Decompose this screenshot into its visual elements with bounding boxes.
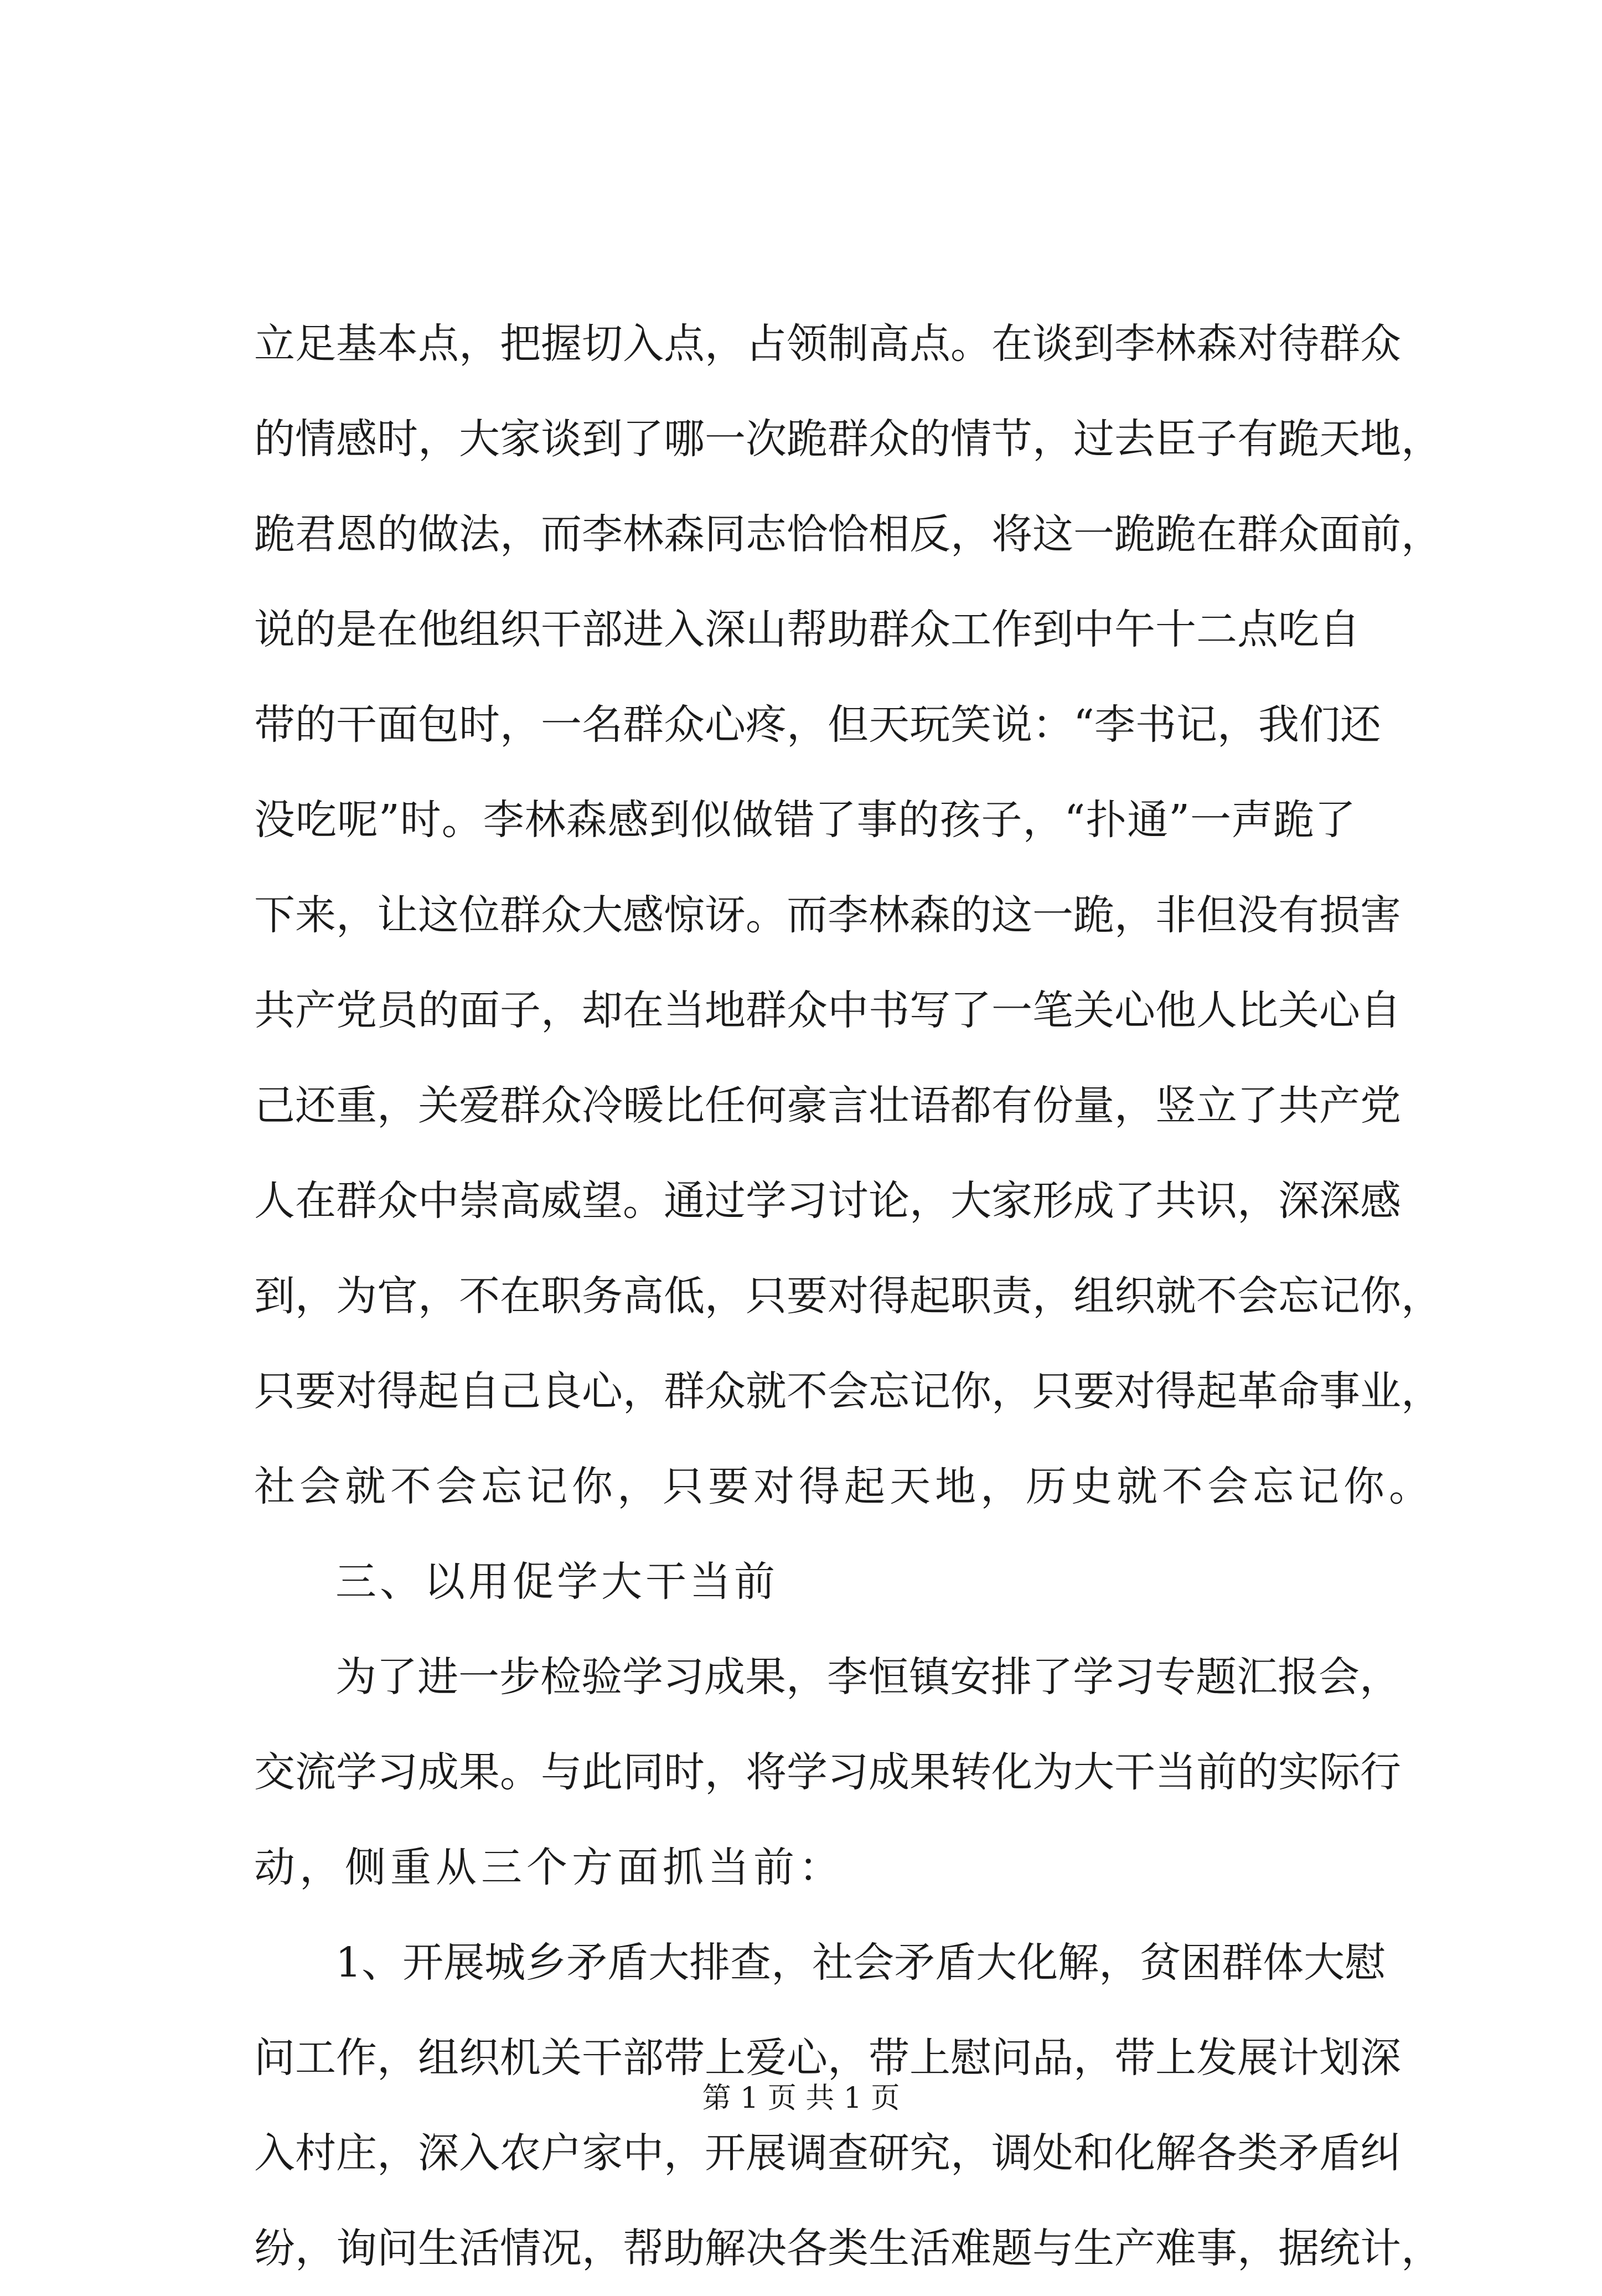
text-line: 没吃呢”时。李林森感到似做错了事的孩子，“扑通”一声跪了: [254, 796, 1356, 844]
text-line: 说的是在他组织干部进入深山帮助群众工作到中午十二点吃自: [254, 606, 1360, 653]
text-line: 入村庄，深入农户家中，开展调查研究，调处和化解各类矛盾纠: [254, 2129, 1401, 2177]
text-line: 己还重，关爱群众冷暖比任何豪言壮语都有份量，竖立了共产党: [254, 1082, 1401, 1129]
text-line: 只要对得起自己良心，群众就不会忘记你，只要对得起革命事业，: [254, 1368, 1442, 1415]
text-line: 动，侧重从三个方面抓当前：: [254, 1844, 844, 1891]
text-line: 到，为官，不在职务高低，只要对得起职责，组织就不会忘记你，: [254, 1272, 1442, 1320]
document-body: [254, 296, 1442, 2296]
text-line: 下来，让这位群众大感惊讶。而李林森的这一跪，非但没有损害: [254, 891, 1401, 939]
text-line: 的情感时，大家谈到了哪一次跪群众的情节，过去臣子有跪天地，: [254, 415, 1442, 463]
text-line: 带的干面包时，一名群众心疼，但天玩笑说：“李书记，我们还: [254, 701, 1381, 749]
text-line: 人在群众中崇高威望。通过学习讨论，大家形成了共识，深深感: [254, 1177, 1401, 1225]
section-heading: 三、以用促学大干当前: [335, 1558, 778, 1606]
text-line: 跪君恩的做法，而李林森同志恰恰相反，将这一跪跪在群众面前，: [254, 510, 1442, 558]
paragraph-first-line: 1、开展城乡矛盾大排查，社会矛盾大化解，贫困群体大慰: [335, 1939, 1386, 1987]
text-line: 社会就不会忘记你，只要对得起天地，历史就不会忘记你。: [254, 1463, 1434, 1510]
text-line: 问工作，组织机关干部带上爱心，带上慰问品，带上发展计划深: [254, 2034, 1401, 2082]
text-line: 共产党员的面子，却在当地群众中书写了一笔关心他人比关心自: [254, 987, 1401, 1034]
page-number-footer: 第 1 页 共 1 页: [702, 2082, 900, 2115]
text-line: 立足基本点，把握切入点，占领制高点。在谈到李林森对待群众: [254, 320, 1401, 368]
paragraph-first-line: 为了进一步检验学习成果，李恒镇安排了学习专题汇报会，: [335, 1653, 1401, 1701]
text-line: 交流学习成果。与此同时，将学习成果转化为大干当前的实际行: [254, 1748, 1401, 1796]
text-line: 纷，询问生活情况，帮助解决各类生活难题与生产难事，据统计，: [254, 2225, 1442, 2272]
